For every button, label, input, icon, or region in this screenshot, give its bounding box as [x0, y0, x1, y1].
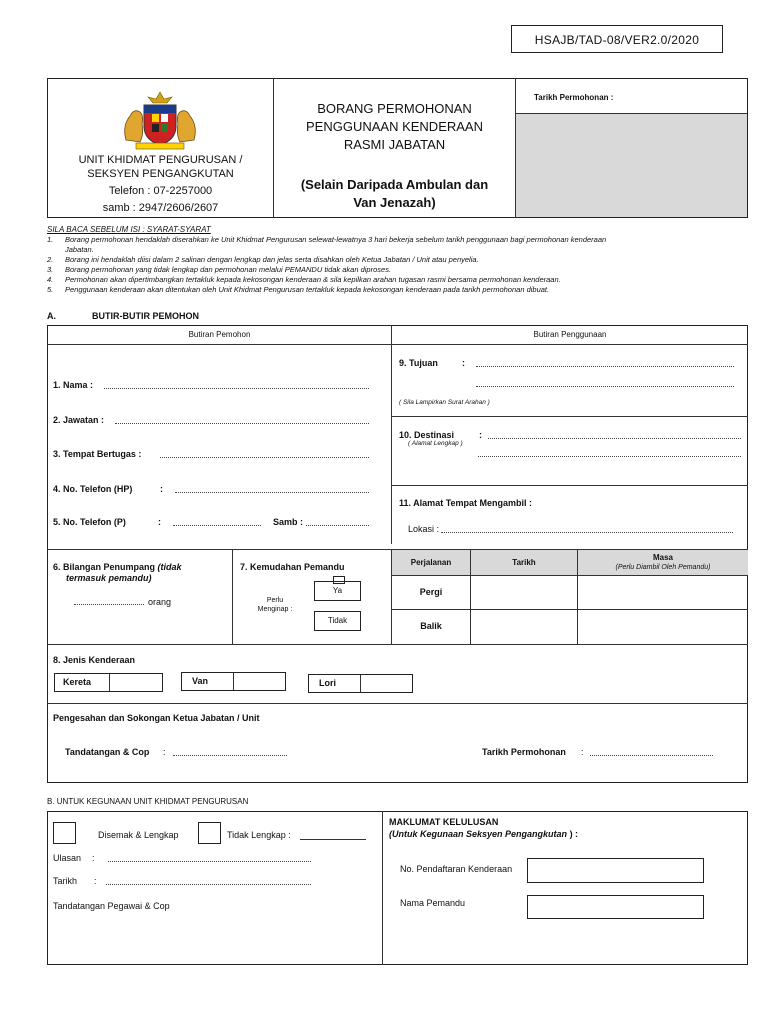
masa-header: Masa	[652, 553, 673, 562]
date-shaded-area	[516, 113, 747, 217]
balik-label: Balik	[420, 621, 442, 631]
tandatangan-cop-field[interactable]	[173, 755, 287, 756]
samb-label: Samb :	[273, 517, 304, 527]
header-date-label: Tarikh Permohonan :	[534, 93, 614, 102]
telefon-p-field[interactable]	[173, 525, 261, 526]
jawatan-field[interactable]	[115, 423, 369, 424]
masa-note: (Perlu Diambil Oleh Pemandu)	[615, 564, 711, 571]
terms-item: 1. Borang permohonan hendaklah diserahkan ke Unit Khidmat Pengurusan selewat-lewatnya 3 hari bekerja sebelum tarikh penggunaan bagi permohonan kenderaan	[47, 235, 607, 244]
tidak-label: Tidak	[327, 616, 348, 625]
col-butiran-penggunaan: Butiran Penggunaan	[533, 330, 607, 339]
tarikh-permohonan-label: Tarikh Permohonan	[482, 747, 566, 757]
orang-label: orang	[148, 597, 172, 607]
ya-option[interactable]	[314, 581, 361, 601]
section-b-title: B. UNTUK KEGUNAAN UNIT KHIDMAT PENGURUSAN	[47, 797, 249, 806]
form-code: HSAJB/TAD-08/VER2.0/2020	[534, 33, 700, 47]
tempat-bertugas-field[interactable]	[160, 457, 369, 458]
alamat-mengambil-label: 11. Alamat Tempat Mengambil :	[399, 498, 533, 508]
form-title-line1: BORANG PERMOHONAN	[317, 101, 472, 116]
terms-heading: SILA BACA SEBELUM ISI : SYARAT-SYARAT	[47, 225, 211, 234]
tarikh-permohonan-field[interactable]	[590, 755, 713, 756]
no-pendaftaran-label: No. Pendaftaran Kenderaan	[400, 864, 513, 874]
menginap-label: Menginap :	[257, 606, 293, 613]
balik-masa-cell[interactable]	[578, 610, 748, 643]
pengesahan-label: Pengesahan dan Sokongan Ketua Jabatan / Unit	[53, 713, 260, 723]
bilangan-penumpang-field[interactable]	[74, 604, 144, 605]
section-a-letter: A.	[47, 311, 56, 321]
tidak-option[interactable]	[314, 611, 361, 631]
lokasi-label: Lokasi :	[408, 524, 440, 534]
jawatan-label: 2. Jawatan :	[53, 415, 105, 425]
form-title-line3: RASMI JABATAN	[343, 137, 446, 152]
tidak-lengkap-label: Tidak Lengkap :	[227, 830, 291, 840]
pergi-label: Pergi	[419, 587, 443, 597]
terms-list	[47, 235, 747, 295]
tujuan-label: 9. Tujuan	[399, 358, 438, 368]
destinasi-note: ( Alamat Lengkap )	[408, 440, 463, 447]
balik-tarikh-cell[interactable]	[471, 610, 577, 643]
terms-item: 5. Penggunaan kenderaan akan ditentukan oleh Unit Khidmat Pengurusan tertakluk kepada kekosongan kenderaan pada tarikh permohonan dibuat.	[47, 285, 550, 294]
tujuan-field-1[interactable]	[476, 366, 734, 367]
terms-item: 2. Borang ini hendaklah diisi dalam 2 salinan dengan lengkap dan jelas serta disahkan oleh Ketua Jabatan / Unit atau penyelia.	[47, 255, 479, 264]
kemudahan-pemandu-label: 7. Kemudahan Pemandu	[240, 562, 345, 572]
terms-item: 3. Borang permohonan yang tidak lengkap dan permohonan melalui PEMANDU tidak akan diproses.	[47, 265, 392, 274]
tarikh-permohonan-colon: :	[581, 747, 584, 757]
form-code-box	[511, 25, 723, 53]
nama-pemandu-field[interactable]	[527, 895, 704, 919]
van-option[interactable]	[181, 672, 286, 691]
jenis-kenderaan-label: 8. Jenis Kenderaan	[53, 655, 136, 665]
tidak-lengkap-checkbox[interactable]	[198, 822, 221, 844]
van-label: Van	[192, 676, 209, 686]
nama-field[interactable]	[104, 388, 369, 389]
destinasi-field-1[interactable]	[488, 438, 741, 439]
tandatangan-pegawai-label: Tandatangan Pegawai & Cop	[53, 901, 170, 911]
tidak-lengkap-field[interactable]	[300, 839, 366, 840]
coat-of-arms-icon	[118, 90, 202, 152]
kereta-option[interactable]	[54, 673, 163, 692]
unit-extension: samb : 2947/2606/2607	[102, 202, 219, 214]
pergi-tarikh-cell[interactable]	[471, 576, 577, 609]
telefon-p-label: 5. No. Telefon (P)	[53, 517, 126, 527]
disemak-label: Disemak & Lengkap	[98, 830, 179, 840]
destinasi-label: 10. Destinasi	[399, 430, 455, 440]
perjalanan-header: Perjalanan	[410, 558, 452, 567]
terms-item: 4. Permohonan akan dipertimbangkan tertakluk kepada kekosongan kenderaan & sila kepilkan arahan tugasan rasmi bersama permohonan kenderaan.	[47, 275, 561, 284]
kereta-label: Kereta	[63, 677, 92, 687]
bilangan-penumpang-note: termasuk pemandu)	[66, 573, 152, 583]
tarikh-header: Tarikh	[512, 558, 536, 567]
ulasan-label: Ulasan	[53, 853, 82, 863]
lori-label: Lori	[319, 678, 336, 688]
telefon-hp-field[interactable]	[175, 492, 369, 493]
unit-name-line1: UNIT KHIDMAT PENGURUSAN /	[78, 154, 243, 166]
lokasi-field[interactable]	[441, 532, 733, 533]
tarikh-b-field[interactable]	[106, 884, 311, 885]
ulasan-field[interactable]	[108, 861, 311, 862]
ya-label: Ya	[332, 586, 343, 595]
ulasan-colon: :	[92, 853, 95, 863]
unit-phone: Telefon : 07-2257000	[108, 185, 213, 197]
destinasi-field-2[interactable]	[478, 456, 741, 457]
pergi-masa-cell[interactable]	[578, 576, 748, 609]
unit-name-line2: SEKSYEN PENGANGKUTAN	[87, 168, 234, 180]
col-butiran-pemohon: Butiran Pemohon	[188, 330, 251, 339]
disemak-checkbox[interactable]	[53, 822, 76, 844]
tempat-bertugas-label: 3. Tempat Bertugas :	[53, 449, 142, 459]
maklumat-kelulusan-note: (Untuk Kegunaan Seksyen Pengangkutan ) :	[389, 829, 579, 839]
tujuan-colon: :	[462, 358, 465, 368]
tujuan-field-2[interactable]	[476, 386, 734, 387]
samb-field[interactable]	[306, 525, 369, 526]
tandatangan-cop-colon: :	[163, 747, 166, 757]
form-subtitle-line1: (Selain Daripada Ambulan dan	[300, 177, 489, 192]
terms-item: Jabatan.	[65, 245, 94, 254]
tujuan-note: ( Sila Lampirkan Surat Arahan )	[399, 399, 490, 406]
destinasi-colon: :	[479, 430, 482, 440]
perlu-label: Perlu	[266, 597, 284, 604]
tarikh-b-label: Tarikh	[53, 876, 78, 886]
telefon-hp-colon: :	[160, 484, 163, 494]
tandatangan-cop-label: Tandatangan & Cop	[65, 747, 150, 757]
telefon-p-colon: :	[158, 517, 161, 527]
telefon-hp-label: 4. No. Telefon (HP)	[53, 484, 133, 494]
tarikh-b-colon: :	[94, 876, 97, 886]
nama-label: 1. Nama :	[53, 380, 94, 390]
form-subtitle-line2: Van Jenazah)	[353, 195, 436, 210]
bilangan-penumpang-label: 6. Bilangan Penumpang (tidak	[53, 562, 182, 572]
section-a-title: BUTIR-BUTIR PEMOHON	[92, 311, 199, 321]
lori-option[interactable]	[308, 674, 413, 693]
maklumat-kelulusan-heading: MAKLUMAT KELULUSAN	[389, 817, 499, 827]
no-pendaftaran-field[interactable]	[527, 858, 704, 883]
nama-pemandu-label: Nama Pemandu	[400, 898, 466, 908]
form-title-line2: PENGGUNAAN KENDERAAN	[306, 119, 483, 134]
